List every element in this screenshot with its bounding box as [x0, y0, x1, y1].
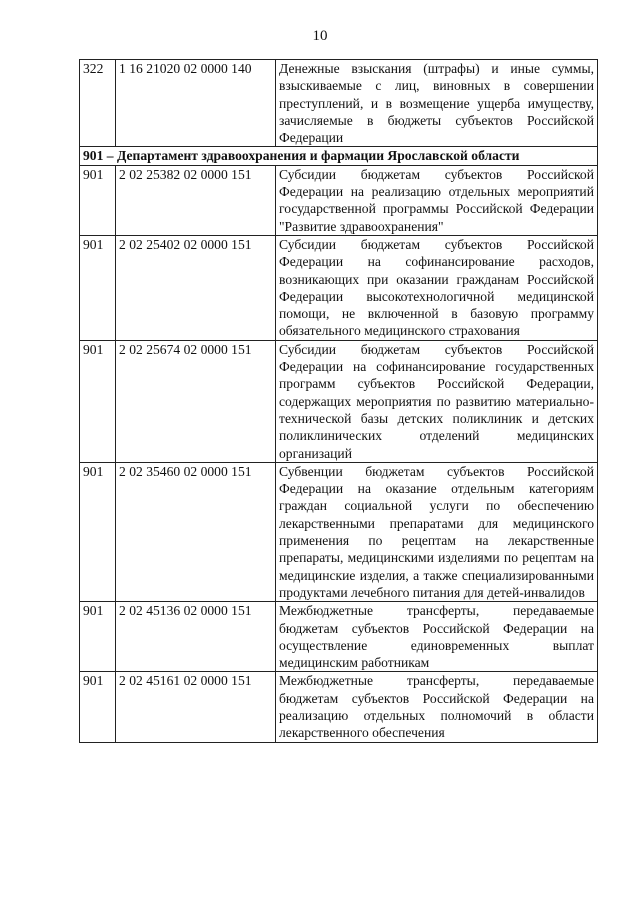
revenue-name-cell: Субсидии бюджетам субъектов Российской Федерации на софинансирование государственных программ субъектов Российской Федерации, содержащих мероприятия по развитию материально-технической базы детских поликлиник и детских поликлинических отделений медицинских организаций: [276, 340, 598, 462]
revenue-name-cell: Межбюджетные трансферты, передаваемые бюджетам субъектов Российской Федерации на осуществление единовременных выплат медицинским работникам: [276, 602, 598, 672]
kbk-code-cell: 2 02 45161 02 0000 151: [116, 672, 276, 742]
revenue-name-cell: Субсидии бюджетам субъектов Российской Федерации на софинансирование расходов, возникающих при оказании гражданам Российской Федерации высокотехнологичной медицинской помощи, не включенной в базовую программу обязательного медицинского страхования: [276, 235, 598, 340]
admin-code-cell: 901: [80, 602, 116, 672]
admin-code-cell: 901: [80, 165, 116, 235]
page-number: 10: [312, 28, 328, 44]
section-title: 901 – Департамент здравоохранения и фармации Ярославской области: [80, 147, 598, 165]
table-row: [80, 235, 598, 340]
admin-code-cell: 322: [80, 60, 116, 147]
table-row: [80, 165, 598, 235]
table-row: [80, 340, 598, 462]
revenue-name-cell: Межбюджетные трансферты, передаваемые бюджетам субъектов Российской Федерации на реализацию отдельных полномочий в области лекарственного обеспечения: [276, 672, 598, 742]
table-row: [80, 602, 598, 672]
kbk-code-cell: 2 02 25674 02 0000 151: [116, 340, 276, 462]
kbk-code-cell: 2 02 45136 02 0000 151: [116, 602, 276, 672]
kbk-code-cell: 2 02 35460 02 0000 151: [116, 462, 276, 601]
section-header-row: [80, 147, 598, 165]
revenue-name-cell: Субвенции бюджетам субъектов Российской Федерации на оказание отдельным категориям граждан социальной услуги по обеспечению лекарственными препаратами для медицинского применения по рецептам на лекарственные препараты, медицинскими изделиями по рецептам на медицинские изделия, а также специализированными продуктами лечебного питания для детей-инвалидов: [276, 462, 598, 601]
admin-code-cell: 901: [80, 235, 116, 340]
kbk-code-cell: 2 02 25382 02 0000 151: [116, 165, 276, 235]
table-row: [80, 672, 598, 742]
revenue-name-cell: Денежные взыскания (штрафы) и иные суммы, взыскиваемые с лиц, виновных в совершении преступлений, и в возмещение ущерба имуществу, зачисляемые в бюджеты субъектов Российской Федерации: [276, 60, 598, 147]
admin-code-cell: 901: [80, 462, 116, 601]
revenue-codes-table: [79, 59, 598, 743]
table-row: [80, 462, 598, 601]
kbk-code-cell: 2 02 25402 02 0000 151: [116, 235, 276, 340]
kbk-code-cell: 1 16 21020 02 0000 140: [116, 60, 276, 147]
table-row: [80, 60, 598, 147]
revenue-name-cell: Субсидии бюджетам субъектов Российской Федерации на реализацию отдельных мероприятий государственной программы Российской Федерации "Развитие здравоохранения": [276, 165, 598, 235]
admin-code-cell: 901: [80, 672, 116, 742]
admin-code-cell: 901: [80, 340, 116, 462]
